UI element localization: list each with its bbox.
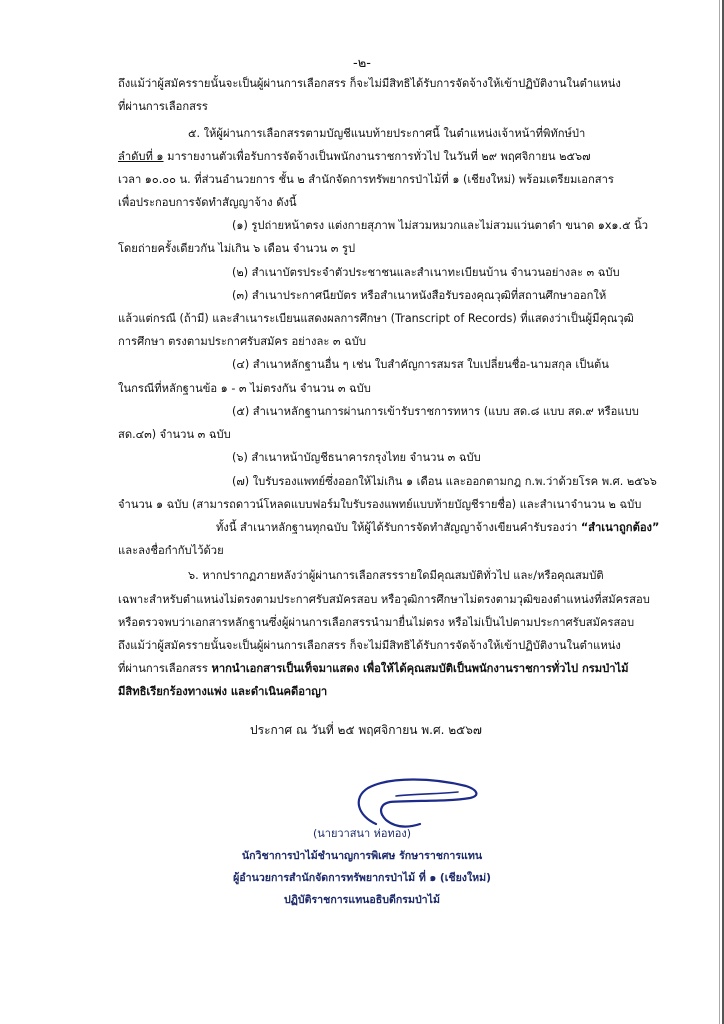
item-7: (๗) ใบรับรองแพทย์ซึ่งออกให้ไม่เกิน ๑ เดือน และออกตามกฎ ก.พ.ว่าด้วยโรค พ.ศ. ๒๕๖๖ (232, 475, 657, 488)
item-1-cont: โดยถ่ายครั้งเดียวกัน ไม่เกิน ๖ เดือน จำนวน ๓ รูป (118, 242, 356, 255)
clause-6-line: ๖. หากปรากฏภายหลังว่าผู้ผ่านการเลือกสรรรายใดมีคุณสมบัติทั่วไป และ/หรือคุณสมบัติ (188, 569, 604, 582)
body-line: ที่ผ่านการเลือกสรร (118, 100, 208, 113)
item-4-cont: ในกรณีที่หลักฐานข้อ ๑ - ๓ ไม่ตรงกัน จำนวน ๓ ฉบับ (118, 382, 371, 395)
clause-5-line: เพื่อประกอบการจัดทำสัญญาจ้าง ดังนี้ (118, 196, 297, 209)
page-number: -๒- (353, 56, 371, 71)
item-3-cont: แล้วแต่กรณี (ถ้ามี) และสำเนาระเบียนแสดงผลการศึกษา (Transcript of Records) ที่แสดงว่าเป็นผู้มีคุณวุฒิ (118, 312, 634, 325)
item-1: (๑) รูปถ่ายหน้าตรง แต่งกายสุภาพ ไม่สวมหมวกและไม่สวมแว่นตาดำ ขนาด ๑x๑.๕ นิ้ว (232, 219, 649, 232)
signatory-name: (นายวาสนา ห่อทอง) (312, 827, 412, 840)
clause-6-line: ที่ผ่านการเลือกสรร หากนำเอกสารเป็นเท็จมาแสดง เพื่อให้ได้คุณสมบัติเป็นพนักงานราชการทั่วไป กรมป่าไม้ (118, 662, 629, 675)
warning-text-cont: มีสิทธิเรียกร้องทางแพ่ง และดำเนินคดีอาญา (118, 685, 328, 698)
signatory-title: ปฏิบัติราชการแทนอธิบดีกรมป่าไม้ (284, 894, 440, 906)
item-7-cont: จำนวน ๑ ฉบับ (สามารถดาวน์โหลดแบบฟอร์มใบรับรองแพทย์แบบท้ายบัญชีรายชื่อ) และสำเนาจำนวน ๒ ฉบับ (118, 498, 642, 511)
clause-5-line: เวลา ๑๐.๐๐ น. ที่ส่วนอำนวยการ ชั้น ๒ สำนักจัดการทรัพยากรป่าไม้ที่ ๑ (เชียงใหม่) พร้อมเตรียมเอกสาร (118, 173, 614, 186)
certification-line: ทั้งนี้ สำเนาหลักฐานทุกฉบับ ให้ผู้ได้รับการจัดทำสัญญาจ้างเขียนคำรับรองว่า “สำเนาถูกต้อง” (216, 521, 660, 534)
item-5-cont: สด.๔๓) จำนวน ๓ ฉบับ (118, 428, 231, 441)
body-line: ถึงแม้ว่าผู้สมัครรายนั้นจะเป็นผู้ผ่านการเลือกสรร ก็จะไม่มีสิทธิได้รับการจัดจ้างให้เข้าปฏิบัติงานในตำแหน่ง (118, 77, 621, 90)
item-6: (๖) สำเนาหน้าบัญชีธนาคารกรุงไทย จำนวน ๓ ฉบับ (232, 451, 481, 464)
signatory-title: นักวิชาการป่าไม้ชำนาญการพิเศษ รักษาราชการแทน (241, 850, 483, 862)
clause-6-line: หรือตรวจพบว่าเอกสารหลักฐานซึ่งผู้ผ่านการเลือกสรรนำมายื่นไม่ตรง หรือไม่เป็นไปตามประกาศรับสมัครสอบ (118, 616, 635, 629)
warning-text: หากนำเอกสารเป็นเท็จมาแสดง เพื่อให้ได้คุณสมบัติเป็นพนักงานราชการทั่วไป กรมป่าไม้ (211, 662, 629, 675)
clause-5-line: ลำดับที่ ๑ มารายงานตัวเพื่อรับการจัดจ้างเป็นพนักงานราชการทั่วไป ในวันที่ ๒๙ พฤศจิกายน ๒๕๖๗ (118, 150, 591, 163)
clause-6-line: ถึงแม้ว่าผู้สมัครรายนั้นจะเป็นผู้ผ่านการเลือกสรร ก็จะไม่มีสิทธิได้รับการจัดจ้างให้เข้าปฏิบัติงานในตำแหน่ง (118, 639, 621, 652)
certification-cont: และลงชื่อกำกับไว้ด้วย (118, 544, 224, 557)
scan-edge (719, 0, 720, 1024)
item-4: (๔) สำเนาหลักฐานอื่น ๆ เช่น ใบสำคัญการสมรส ใบเปลี่ยนชื่อ-นามสกุล เป็นต้น (232, 358, 609, 371)
item-2: (๒) สำเนาบัตรประจำตัวประชาชนและสำเนาทะเบียนบ้าน จำนวนอย่างละ ๓ ฉบับ (232, 266, 620, 279)
announcement-date: ประกาศ ณ วันที่ ๒๕ พฤศจิกายน พ.ศ. ๒๕๖๗ (250, 723, 482, 737)
item-3-cont: การศึกษา ตรงตามประกาศรับสมัคร อย่างละ ๓ ฉบับ (118, 335, 366, 348)
clause-5-line: ๕. ให้ผู้ผ่านการเลือกสรรตามบัญชีแนบท้ายประกาศนี้ ในตำแหน่งเจ้าหน้าที่พิทักษ์ป่า (188, 127, 586, 140)
clause-6-line: เฉพาะสำหรับตำแหน่งไม่ตรงตามประกาศรับสมัครสอบ หรือวุฒิการศึกษาไม่ตรงตามวุฒิของตำแหน่งที่สมัครสอบ (118, 593, 650, 606)
certified-copy-phrase: “สำเนาถูกต้อง” (580, 521, 660, 534)
item-5: (๕) สำเนาหลักฐานการผ่านการเข้ารับราชการทหาร (แบบ สด.๘ แบบ สด.๙ หรือแบบ (232, 405, 639, 418)
signatory-title: ผู้อำนวยการสำนักจัดการทรัพยากรป่าไม้ ที่ ๑ (เชียงใหม่) (233, 872, 491, 884)
order-number: ลำดับที่ ๑ (118, 150, 164, 163)
item-3: (๓) สำเนาประกาศนียบัตร หรือสำเนาหนังสือรับรองคุณวุฒิที่สถานศึกษาออกให้ (232, 289, 607, 302)
